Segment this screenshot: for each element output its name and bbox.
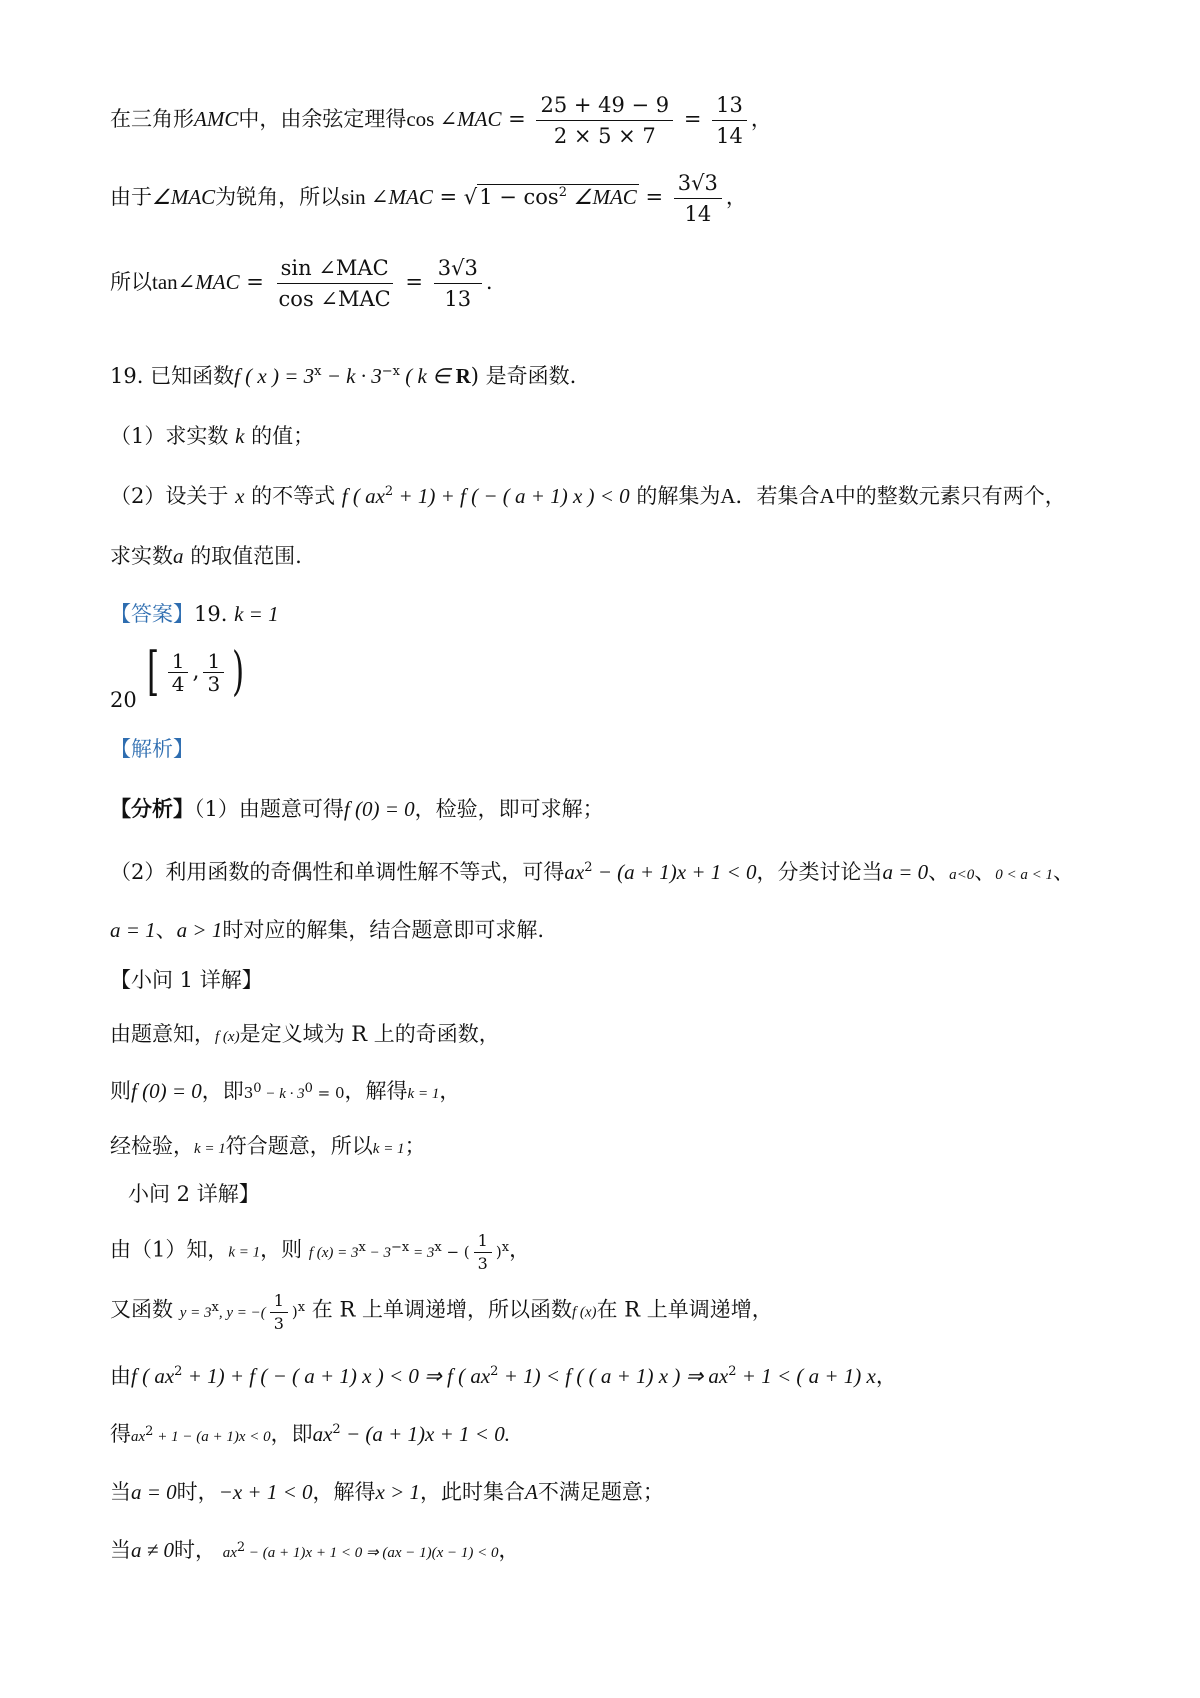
sub-question-1: （1）求实数 k 的值； [110,424,315,448]
interval: [ $\frac{1}{4}$ , $\frac{1}{3}$ ) [147,642,245,702]
analysis-1: 【分析】（1）由题意可得f (0) = 0，检验，即可求解； [110,796,604,821]
analysis-3: a = 1、a > 1时对应的解集，结合题意即可求解. [110,918,545,942]
solution-2-line-2: 又函数 $y = 3^x$, y = −( $\frac{1}{3}$ )$^x$ 在 R 上单调递增，所以函数f (x)在 R 上单调递增， [110,1291,773,1333]
fraction: $\frac{\text{sin ∠MAC}}{\text{cos ∠MAC}}$ [278,256,391,311]
analysis-header: 【解析】 [110,737,194,761]
sub-question-2: （2）设关于 x 的不等式 f ( $ax^2 + 1) + f$ ( − ( a + 1) x ) < 0 的解集为A．若集合A中的整数元素只有两个， [110,484,1066,508]
fraction: $\frac{13}{14}$ [712,92,747,149]
fraction: $\frac{25 + 49 - 9}{2 \times 5 \times 7}$ [536,92,673,149]
fraction: $\frac{1}{3}$ [474,1232,492,1273]
solution-1-line-3: 经检验，k = 1符合题意，所以k = 1； [110,1134,426,1158]
sqrt: $√1 - \cos^2$ ∠MAC [463,185,637,209]
solution-2-line-5: 当a = 0时，−x + 1 < 0，解得x > 1，此时集合A不满足题意； [110,1480,664,1504]
line-sine: 由于∠MAC为锐角，所以sin ∠MAC = $√1 - \cos^2$ ∠MAC = $\frac{3√3}{14}$ ， [110,171,747,226]
solution-1-line-1: 由题意知，f (x)是定义域为 R 上的奇函数， [110,1022,500,1046]
fraction: $\frac{1}{3}$ [270,1292,288,1333]
question-19: 19. 已知函数f ( x ) = $3^x - k \cdot 3^{-x}$ ( k ∈ R) 是奇函数. [110,364,577,388]
solution-1-line-2: 则f (0) = 0，即$3^0 - k \cdot 3^0 = 0$，解得k = 1， [110,1079,461,1103]
fraction: $\frac{1}{4}$ [168,652,189,693]
fraction: $\frac{3√3}{13}$ [434,255,482,312]
fraction: $\frac{3√3}{14}$ [674,170,722,227]
solution-2-line-6: 当a ≠ 0时， $ax^2 - (a + 1)x + 1 < 0$ ⇒ (ax − 1)(x − 1) < 0， [110,1538,520,1562]
answer: 【答案】19. k = 1 [110,602,279,626]
solution-2-line-3: 由f ( $ax^2 + 1) + f$ ( − ( a + 1) x ) < 0 ⇒ f ( $ax^2 + 1) < f$ ( ( a + 1) x ) ⇒ $ax^2 + 1$ < ( a + 1) x， [110,1364,897,1388]
fraction: $\frac{1}{3}$ [203,652,224,693]
line-cosine-law: 在三角形AMC中，由余弦定理得cos ∠MAC = $\frac{25 + 49 - 9}{2 \times 5 \times 7}$ = $\frac{13}{14}$ ， [110,93,772,148]
sub-solution-2-header: 小问 2 详解】 [128,1182,260,1206]
analysis-2: （2）利用函数的奇偶性和单调性解不等式，可得$ax^2 - (a + 1)x + 1 < 0$，分类讨论当a = 0、a<0、0 < a < 1、 [110,860,1075,884]
sub-question-2-cont: 求实数a 的取值范围. [110,544,302,568]
line-tangent: 所以tan∠MAC = $\frac{\text{sin ∠MAC}}{\text{cos ∠MAC}}$ = $\frac{3√3}{13}$ . [110,256,493,311]
sub-solution-1-header: 【小问 1 详解】 [110,968,263,992]
solution-2-line-4: 得$ax^2 + 1 - (a + 1)x < 0$，即$ax^2 - (a + 1)x + 1 < 0$. [110,1422,510,1446]
answer-20: 20 [ $\frac{1}{4}$ , $\frac{1}{3}$ ) [110,650,248,710]
solution-2-line-1: 由（1）知，k = 1，则 f $(x) = 3^x - 3^{-x} = 3^x$ − ( $\frac{1}{3}$ )$^x$， [110,1231,531,1273]
